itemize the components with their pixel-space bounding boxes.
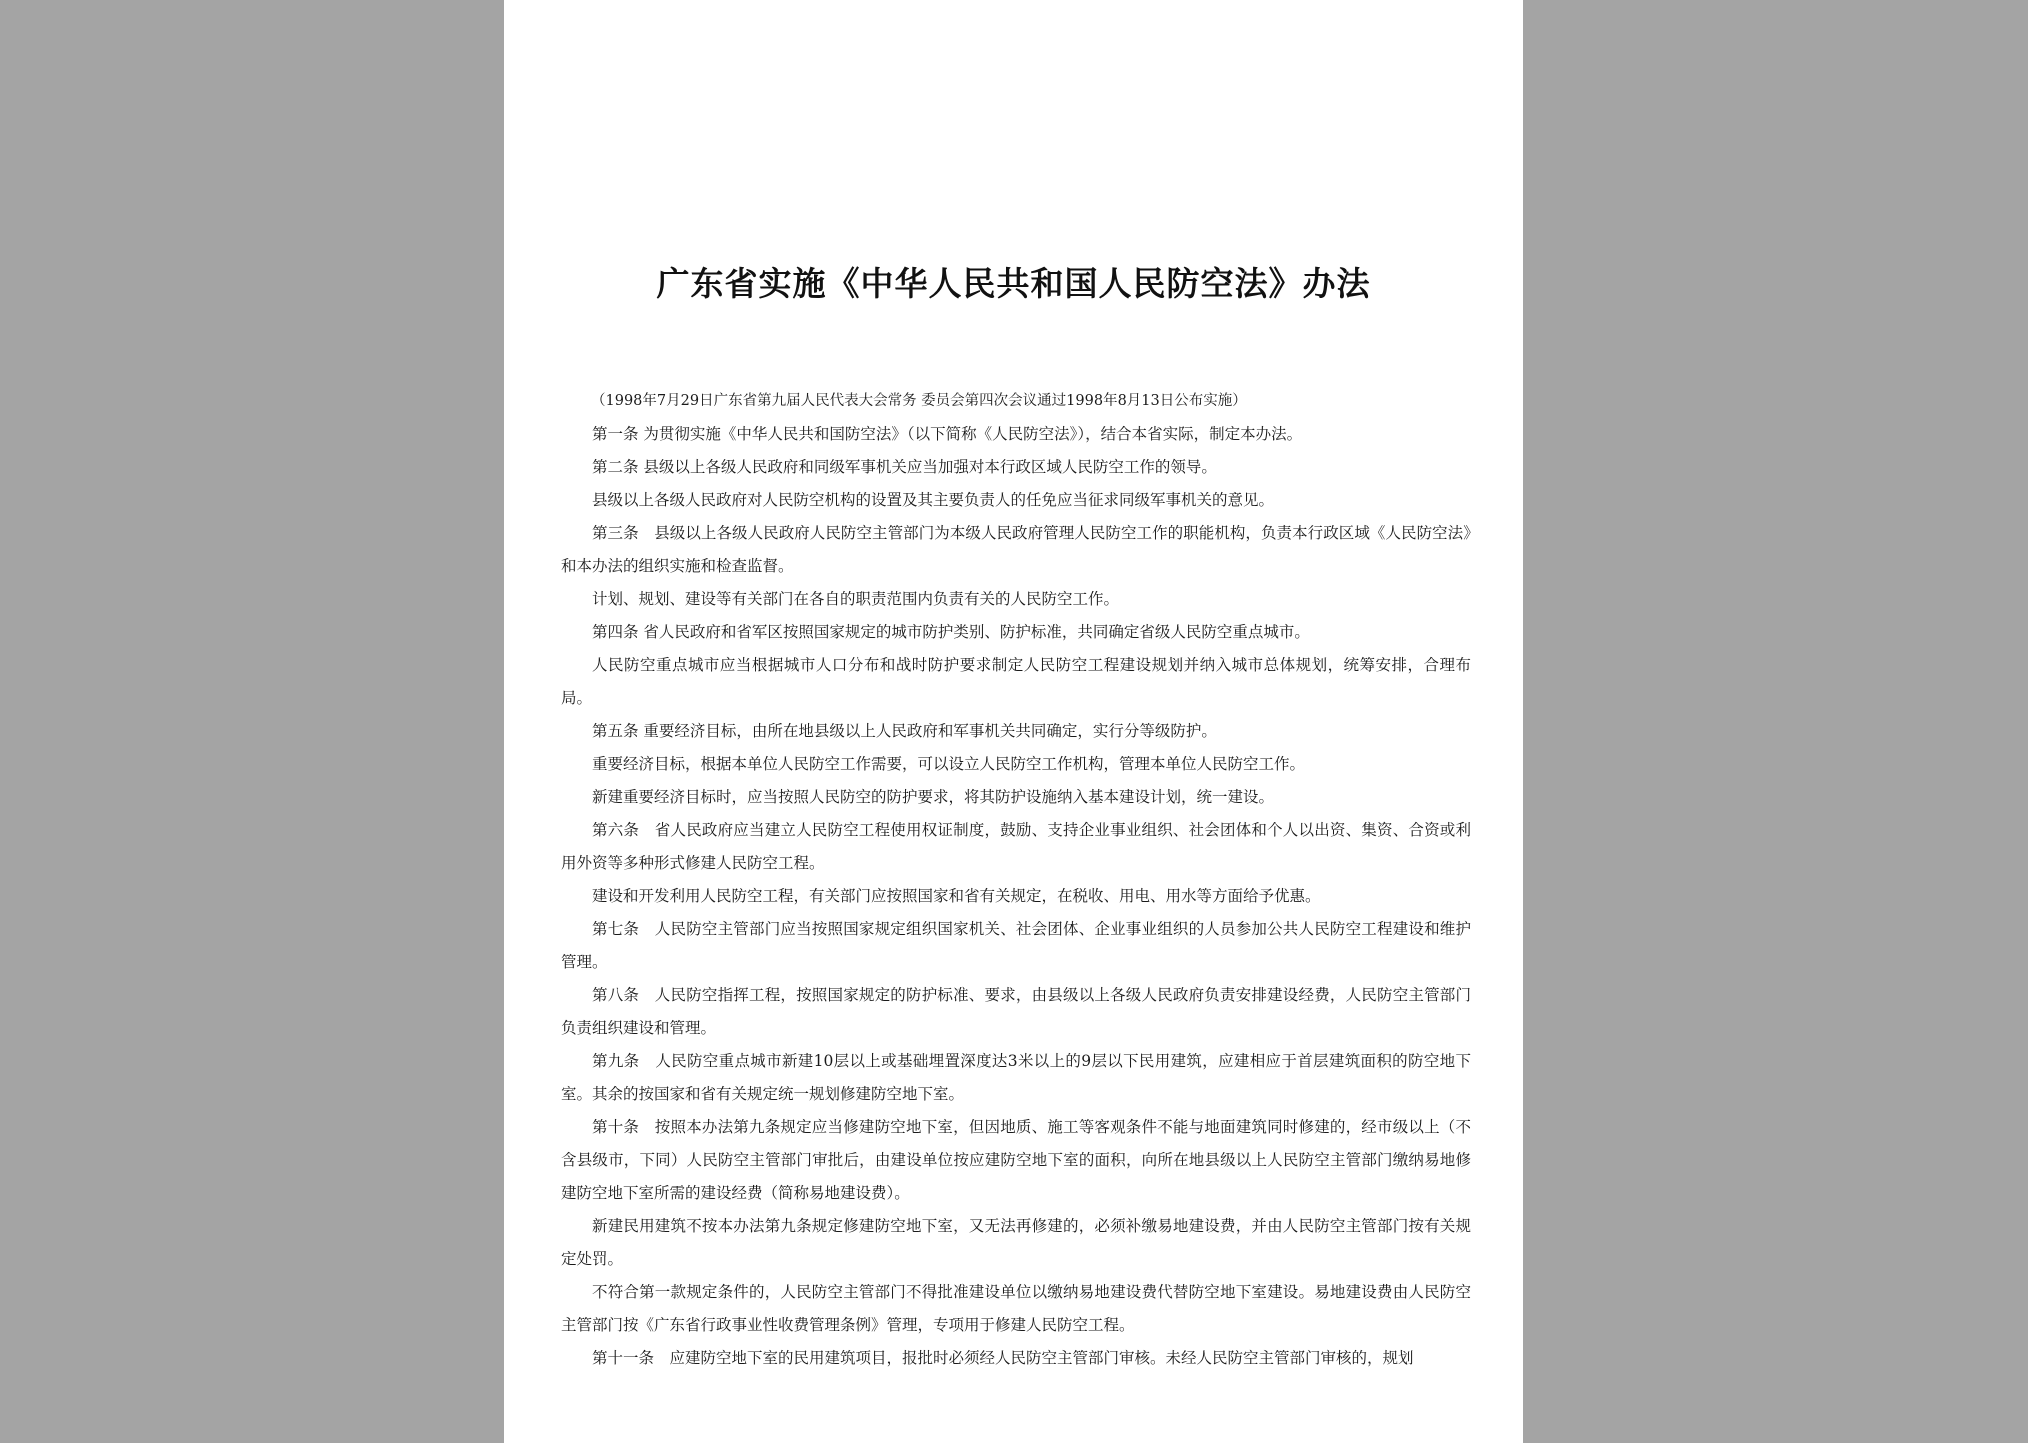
article-5-paragraph-2: 重要经济目标，根据本单位人民防空工作需要，可以设立人民防空工作机构，管理本单位人民防空工作。 <box>592 755 1306 773</box>
article-9: 第九条 人民防空重点城市新建10层以上或基础埋置深度达3米以上的9层以下民用建筑，应建相应于首层建筑面积的防空地下室。其余的按国家和省有关规定统一规划修建防空地下室。 <box>561 1052 1471 1103</box>
document-subtitle: （1998年7月29日广东省第九届人民代表大会常务 委员会第四次会议通过1998年8月13日公布实施） <box>591 393 1247 409</box>
article-8: 第八条 人民防空指挥工程，按照国家规定的防护标准、要求，由县级以上各级人民政府负责安排建设经费，人民防空主管部门负责组织建设和管理。 <box>561 986 1471 1037</box>
article-1: 第一条 为贯彻实施《中华人民共和国防空法》（以下简称《人民防空法》），结合本省实际，制定本办法。 <box>592 425 1303 443</box>
article-10-paragraph-2: 新建民用建筑不按本办法第九条规定修建防空地下室，又无法再修建的，必须补缴易地建设费，并由人民防空主管部门按有关规定处罚。 <box>561 1217 1471 1268</box>
article-7: 第七条 人民防空主管部门应当按照国家规定组织国家机关、社会团体、企业事业组织的人员参加公共人民防空工程建设和维护管理。 <box>561 920 1471 971</box>
article-3-paragraph-2: 计划、规划、建设等有关部门在各自的职责范围内负责有关的人民防空工作。 <box>592 590 1120 608</box>
article-10: 第十条 按照本办法第九条规定应当修建防空地下室，但因地质、施工等客观条件不能与地面建筑同时修建的，经市级以上（不含县级市，下同）人民防空主管部门审批后，由建设单位按应建防空地下室的面积，向所在地县级以上人民防空主管部门缴纳易地修建防空地下室所需的建设经费（简称易地建设费）。 <box>561 1118 1471 1202</box>
document-body <box>561 385 1471 1375</box>
document-page <box>504 0 1523 1443</box>
article-2: 第二条 县级以上各级人民政府和同级军事机关应当加强对本行政区域人民防空工作的领导。 <box>592 458 1217 476</box>
article-5-paragraph-3: 新建重要经济目标时，应当按照人民防空的防护要求，将其防护设施纳入基本建设计划，统一建设。 <box>592 788 1275 806</box>
article-3: 第三条 县级以上各级人民政府人民防空主管部门为本级人民政府管理人民防空工作的职能机构，负责本行政区域《人民防空法》和本办法的组织实施和检查监督。 <box>561 524 1471 575</box>
article-10-paragraph-3: 不符合第一款规定条件的，人民防空主管部门不得批准建设单位以缴纳易地建设费代替防空地下室建设。易地建设费由人民防空主管部门按《广东省行政事业性收费管理条例》管理，专项用于修建人民防空工程。 <box>561 1283 1471 1334</box>
article-4-paragraph-2: 人民防空重点城市应当根据城市人口分布和战时防护要求制定人民防空工程建设规划并纳入城市总体规划，统筹安排，合理布局。 <box>561 656 1471 707</box>
article-6: 第六条 省人民政府应当建立人民防空工程使用权证制度，鼓励、支持企业事业组织、社会团体和个人以出资、集资、合资或利用外资等多种形式修建人民防空工程。 <box>561 821 1471 872</box>
document-title: 广东省实施《中华人民共和国人民防空法》办法 <box>656 264 1371 303</box>
article-11: 第十一条 应建防空地下室的民用建筑项目，报批时必须经人民防空主管部门审核。未经人民防空主管部门审核的，规划 <box>592 1349 1414 1367</box>
article-5: 第五条 重要经济目标，由所在地县级以上人民政府和军事机关共同确定，实行分等级防护。 <box>592 722 1217 740</box>
article-4: 第四条 省人民政府和省军区按照国家规定的城市防护类别、防护标准，共同确定省级人民防空重点城市。 <box>592 623 1310 641</box>
article-6-paragraph-2: 建设和开发利用人民防空工程，有关部门应按照国家和省有关规定，在税收、用电、用水等方面给予优惠。 <box>592 887 1321 905</box>
article-2-paragraph-2: 县级以上各级人民政府对人民防空机构的设置及其主要负责人的任免应当征求同级军事机关的意见。 <box>592 491 1275 509</box>
